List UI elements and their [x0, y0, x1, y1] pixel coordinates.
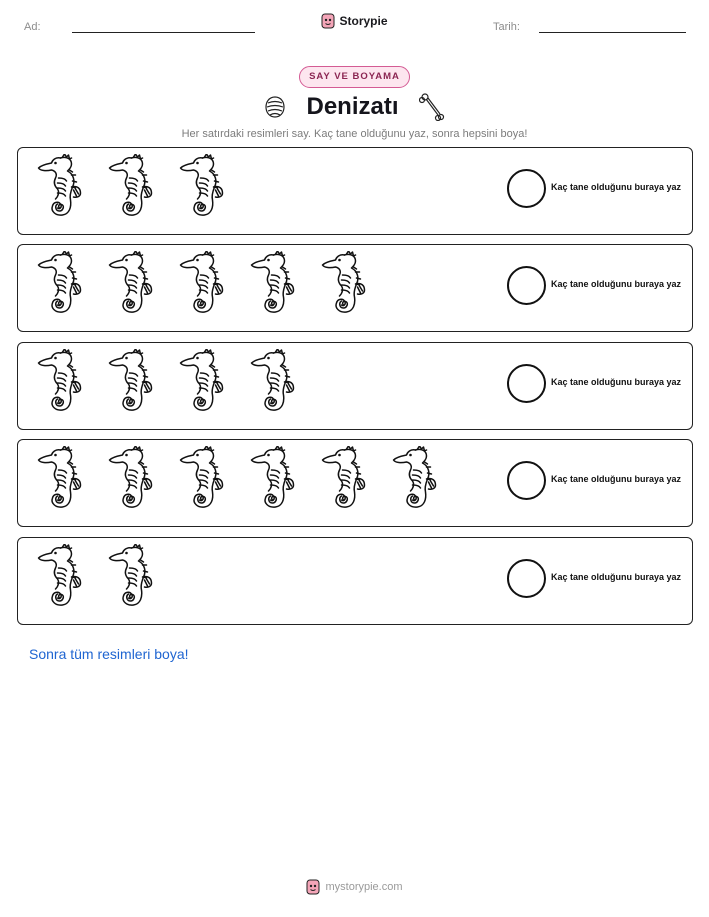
title-row — [0, 90, 709, 124]
date-label: Tarih: — [493, 21, 520, 33]
answer-circle[interactable] — [507, 461, 546, 500]
counting-row-1 — [17, 147, 693, 235]
picture-group — [28, 446, 454, 512]
seahorse-icon[interactable] — [170, 446, 241, 512]
picture-group — [28, 544, 170, 610]
answer-label: Kaç tane olduğunu buraya yaz — [551, 377, 682, 387]
coloring-note: Sonra tüm resimleri boya! — [29, 646, 189, 662]
counting-row-4 — [17, 439, 693, 527]
storypie-logo-icon — [321, 13, 335, 29]
seahorse-icon[interactable] — [99, 251, 170, 317]
picture-group — [28, 251, 383, 317]
activity-badge: SAY VE BOYAMA — [299, 66, 410, 88]
seahorse-icon[interactable] — [28, 349, 99, 415]
instructions: Her satırdaki resimleri say. Kaç tane olduğunu yaz, sonra hepsini boya! — [181, 128, 528, 140]
brand-name: Storypie — [339, 14, 388, 28]
seahorse-icon[interactable] — [170, 251, 241, 317]
seahorse-icon[interactable] — [312, 251, 383, 317]
seahorse-icon[interactable] — [312, 446, 383, 512]
seahorse-icon[interactable] — [28, 251, 99, 317]
bone-icon — [419, 93, 445, 121]
answer-label: Kaç tane olduğunu buraya yaz — [551, 572, 682, 582]
seahorse-icon[interactable] — [99, 154, 170, 220]
name-label: Ad: — [24, 21, 41, 33]
seahorse-icon[interactable] — [241, 251, 312, 317]
page-title: Denizatı — [306, 93, 399, 120]
storypie-logo-icon — [306, 879, 320, 895]
seahorse-icon[interactable] — [170, 154, 241, 220]
seahorse-icon[interactable] — [99, 349, 170, 415]
picture-group — [28, 154, 241, 220]
answer-circle[interactable] — [507, 559, 546, 598]
shell-icon — [264, 95, 286, 119]
answer-label: Kaç tane olduğunu buraya yaz — [551, 279, 682, 289]
answer-circle[interactable] — [507, 266, 546, 305]
seahorse-icon[interactable] — [28, 544, 99, 610]
answer-label: Kaç tane olduğunu buraya yaz — [551, 182, 682, 192]
seahorse-icon[interactable] — [170, 349, 241, 415]
seahorse-icon[interactable] — [241, 349, 312, 415]
seahorse-icon[interactable] — [28, 154, 99, 220]
site-link[interactable]: mystorypie.com — [325, 881, 403, 893]
counting-row-3 — [17, 342, 693, 430]
seahorse-icon[interactable] — [383, 446, 454, 512]
answer-label: Kaç tane olduğunu buraya yaz — [551, 474, 682, 484]
footer — [0, 879, 709, 900]
seahorse-icon[interactable] — [99, 446, 170, 512]
seahorse-icon[interactable] — [99, 544, 170, 610]
brand — [0, 13, 709, 34]
date-field-line[interactable] — [539, 32, 686, 33]
seahorse-icon[interactable] — [28, 446, 99, 512]
counting-row-5 — [17, 537, 693, 625]
answer-circle[interactable] — [507, 364, 546, 403]
counting-row-2 — [17, 244, 693, 332]
seahorse-icon[interactable] — [241, 446, 312, 512]
picture-group — [28, 349, 312, 415]
answer-circle[interactable] — [507, 169, 546, 208]
